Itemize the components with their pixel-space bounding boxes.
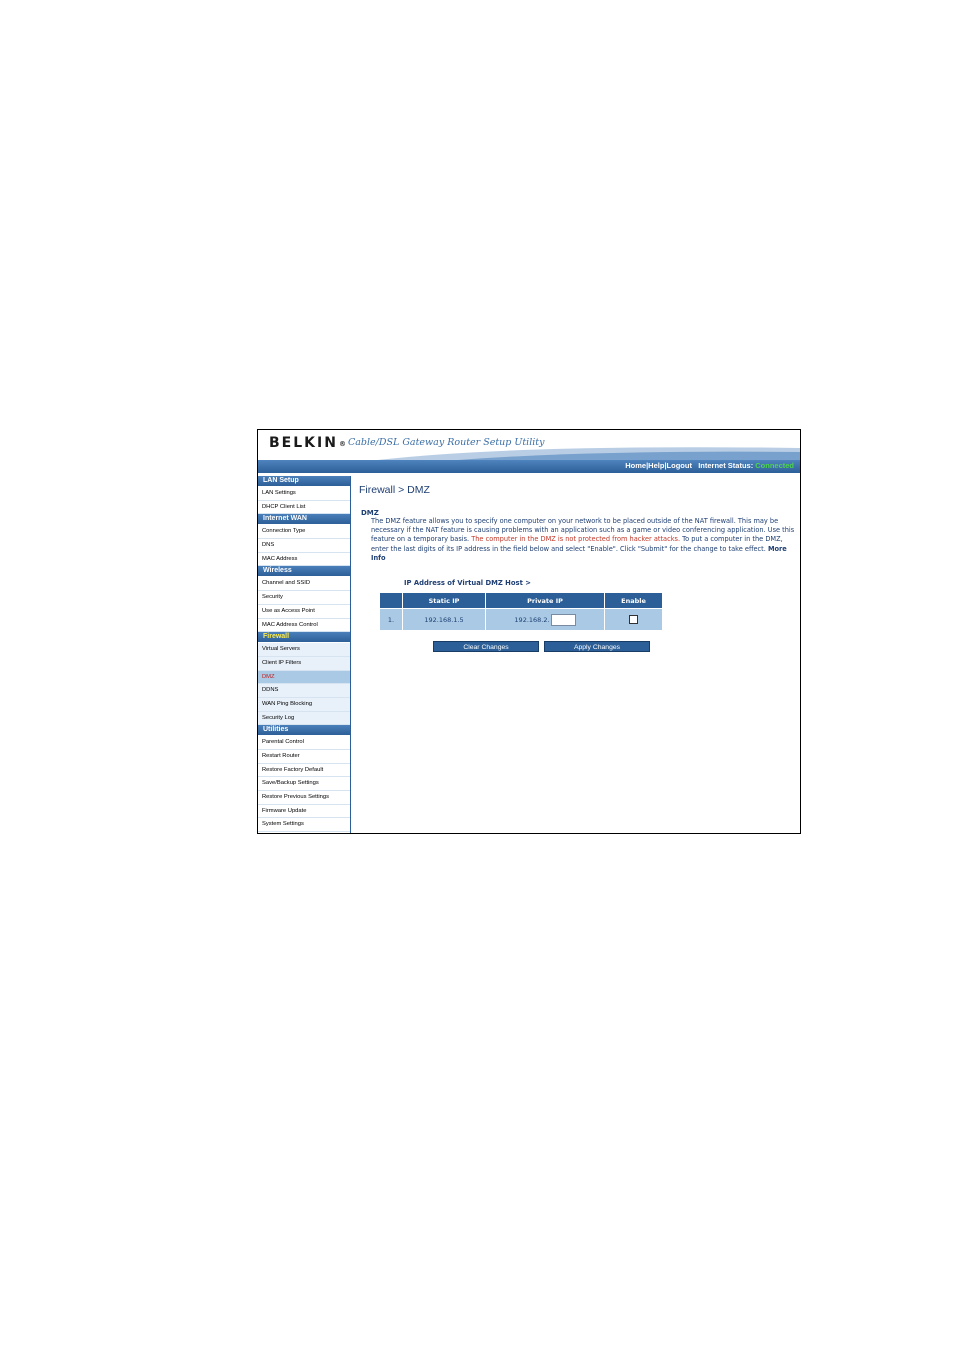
static-ip-value: 192.168.1.5 xyxy=(403,609,486,631)
home-link[interactable]: Home xyxy=(625,461,647,470)
sidebar-item-security-log[interactable]: Security Log xyxy=(258,712,350,726)
table-header-private-ip: Private IP xyxy=(486,593,605,609)
sidebar-item-restore-previous-settings[interactable]: Restore Previous Settings xyxy=(258,791,350,805)
belkin-logo: BELKIN® xyxy=(269,435,346,451)
router-setup-window xyxy=(257,429,801,834)
app-tagline: Cable/DSL Gateway Router Setup Utility xyxy=(348,437,545,448)
sidebar-item-client-ip-filters[interactable]: Client IP Filters xyxy=(258,657,350,671)
enable-checkbox[interactable] xyxy=(629,615,638,624)
firewall-items xyxy=(258,643,350,725)
main-content xyxy=(352,476,800,834)
sidebar-item-dns[interactable]: DNS xyxy=(258,539,350,553)
sidebar-item-parental-control[interactable]: Parental Control xyxy=(258,736,350,750)
private-ip-input[interactable] xyxy=(551,614,576,626)
sidebar-item-access-point[interactable]: Use as Access Point xyxy=(258,605,350,619)
nav-separator: | xyxy=(664,461,667,470)
private-ip-prefix: 192.168.2. xyxy=(514,615,550,624)
sidebar-item-ddns[interactable]: DDNS xyxy=(258,684,350,698)
sidebar-item-lan-settings[interactable]: LAN Settings xyxy=(258,487,350,501)
sidebar-item-security[interactable]: Security xyxy=(258,591,350,605)
table-header-row xyxy=(380,593,662,609)
section-title: DMZ xyxy=(361,509,379,517)
sidebar-item-channel-ssid[interactable]: Channel and SSID xyxy=(258,577,350,591)
sidebar-item-wan-ping-blocking[interactable]: WAN Ping Blocking xyxy=(258,698,350,712)
sidebar-section-firewall: Firewall xyxy=(258,632,350,643)
enable-cell xyxy=(605,609,663,631)
row-index: 1. xyxy=(380,609,403,631)
table-header-index xyxy=(380,593,403,609)
clear-changes-button[interactable]: Clear Changes xyxy=(433,641,539,652)
sidebar-item-system-settings[interactable]: System Settings xyxy=(258,818,350,832)
sidebar-item-dhcp-client-list[interactable]: DHCP Client List xyxy=(258,501,350,515)
private-ip-cell xyxy=(486,609,605,631)
description-text-2: To put a computer in the DMZ, enter the last digits of its IP address in the field below and select "Enable". Click "Submit" for the change to take effect. xyxy=(371,535,783,553)
header xyxy=(258,430,800,474)
sidebar-item-dmz[interactable]: DMZ xyxy=(258,671,350,685)
internet-status-label: Internet Status: xyxy=(698,461,754,470)
dmz-table xyxy=(380,593,662,630)
page-title: Firewall > DMZ xyxy=(359,484,430,496)
apply-changes-button[interactable]: Apply Changes xyxy=(544,641,650,652)
top-nav xyxy=(625,461,794,470)
sidebar-item-restart-router[interactable]: Restart Router xyxy=(258,750,350,764)
table-header-enable: Enable xyxy=(605,593,663,609)
table-header-static-ip: Static IP xyxy=(403,593,486,609)
sidebar-section-utilities: Utilities xyxy=(258,725,350,736)
more-info-link[interactable]: More Info xyxy=(371,544,787,562)
nav-separator: | xyxy=(646,461,649,470)
sidebar-section-wireless: Wireless xyxy=(258,566,350,577)
dmz-description xyxy=(371,517,795,563)
description-text: The DMZ feature allows you to specify one computer on your network to be placed outside of the NAT firewall. This may be necessary if the NAT feature is causing problems with an application such as a game or video conferencing application. Use this feature on a temporary basis. xyxy=(371,517,795,544)
help-link[interactable]: Help xyxy=(648,461,665,470)
table-row xyxy=(380,609,662,631)
internet-status-value: Connected xyxy=(755,461,794,470)
sidebar-item-save-backup-settings[interactable]: Save/Backup Settings xyxy=(258,777,350,791)
sidebar-section-lan-setup: LAN Setup xyxy=(258,476,350,487)
sidebar-item-mac-address-control[interactable]: MAC Address Control xyxy=(258,619,350,633)
sidebar-item-mac-address[interactable]: MAC Address xyxy=(258,553,350,567)
dmz-host-label: IP Address of Virtual DMZ Host > xyxy=(404,579,531,587)
logout-link[interactable]: Logout xyxy=(666,461,692,470)
sidebar-item-restore-factory-default[interactable]: Restore Factory Default xyxy=(258,764,350,778)
registered-mark: ® xyxy=(338,440,346,448)
sidebar-item-connection-type[interactable]: Connection Type xyxy=(258,525,350,539)
sidebar-nav xyxy=(258,476,351,834)
sidebar-item-firmware-update[interactable]: Firmware Update xyxy=(258,805,350,819)
sidebar-item-virtual-servers[interactable]: Virtual Servers xyxy=(258,643,350,657)
sidebar-section-internet-wan: Internet WAN xyxy=(258,514,350,525)
description-warning: The computer in the DMZ is not protected from hacker attacks. xyxy=(471,535,681,544)
